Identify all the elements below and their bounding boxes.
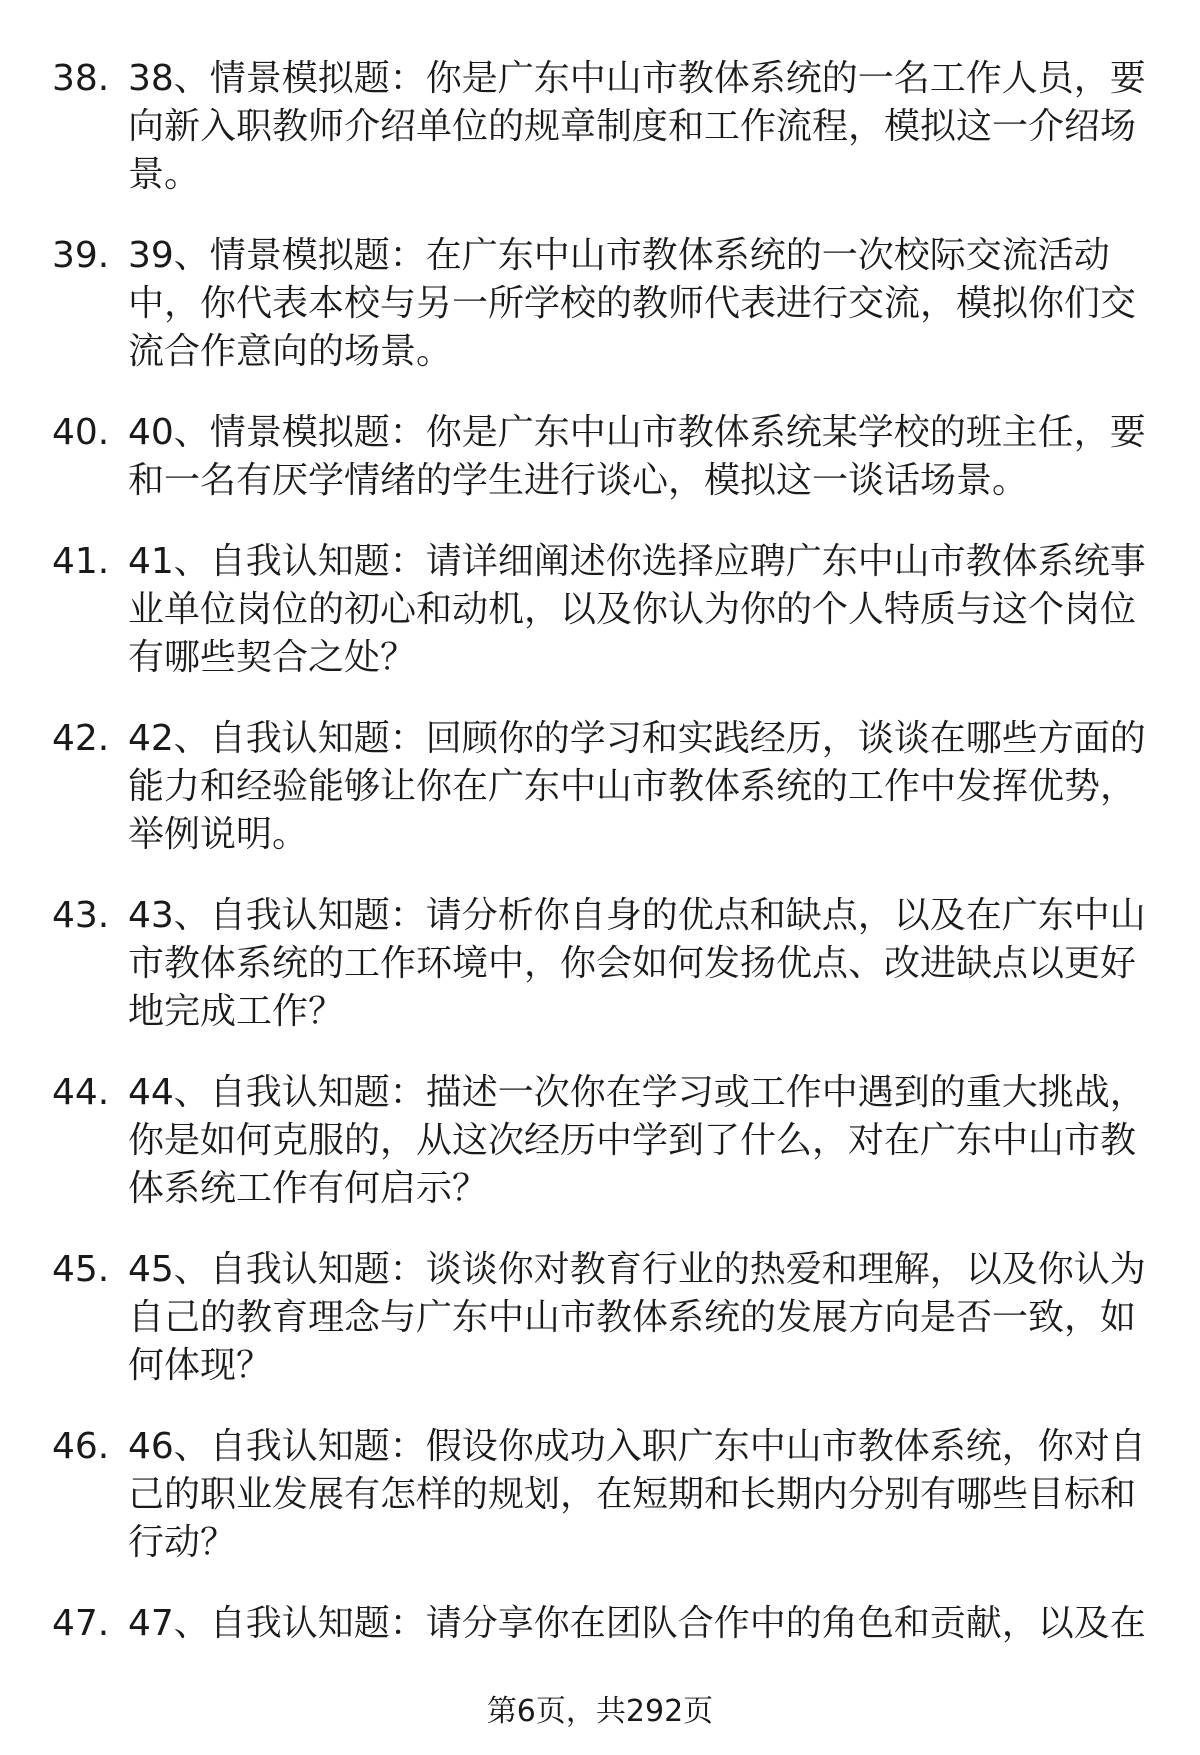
question-number: 38. xyxy=(52,58,110,99)
question-number: 44. xyxy=(52,1072,110,1113)
question-text: 45、自我认知题：谈谈你对教育行业的热爱和理解，以及你认为自己的教育理念与广东中山市教体系统的发展方向是否一致，如何体现？ xyxy=(128,1249,1146,1386)
list-item xyxy=(0,715,1200,859)
question-list xyxy=(0,55,1200,1681)
question-number: 41. xyxy=(52,541,110,582)
question-number: 39. xyxy=(52,235,110,276)
question-text: 38、情景模拟题：你是广东中山市教体系统的一名工作人员，要向新入职教师介绍单位的规章制度和工作流程，模拟这一介绍场景。 xyxy=(128,58,1146,195)
question-number: 47. xyxy=(52,1603,110,1644)
list-item xyxy=(0,892,1200,1036)
question-text: 43、自我认知题：请分析你自身的优点和缺点，以及在广东中山市教体系统的工作环境中，你会如何发扬优点、改进缺点以更好地完成工作？ xyxy=(128,895,1146,1032)
list-item xyxy=(0,538,1200,682)
question-number: 45. xyxy=(52,1249,110,1290)
page-footer: 第6页，共292页 xyxy=(486,1694,714,1729)
question-number: 40. xyxy=(52,412,110,453)
list-item xyxy=(0,1069,1200,1213)
list-item xyxy=(0,55,1200,199)
question-text: 39、情景模拟题：在广东中山市教体系统的一次校际交流活动中，你代表本校与另一所学校的教师代表进行交流，模拟你们交流合作意向的场景。 xyxy=(128,235,1137,372)
question-text: 46、自我认知题：假设你成功入职广东中山市教体系统，你对自己的职业发展有怎样的规划，在短期和长期内分别有哪些目标和行动？ xyxy=(128,1426,1146,1563)
question-text: 41、自我认知题：请详细阐述你选择应聘广东中山市教体系统事业单位岗位的初心和动机，以及你认为你的个人特质与这个岗位有哪些契合之处？ xyxy=(128,541,1146,678)
list-item xyxy=(0,1246,1200,1390)
question-number: 46. xyxy=(52,1426,110,1467)
question-text: 44、自我认知题：描述一次你在学习或工作中遇到的重大挑战，你是如何克服的，从这次经历中学到了什么，对在广东中山市教体系统工作有何启示？ xyxy=(128,1072,1146,1209)
list-item xyxy=(0,232,1200,376)
list-item xyxy=(0,409,1200,505)
question-text: 40、情景模拟题：你是广东中山市教体系统某学校的班主任，要和一名有厌学情绪的学生进行谈心，模拟这一谈话场景。 xyxy=(128,412,1146,501)
list-item xyxy=(0,1423,1200,1567)
question-text: 47、自我认知题：请分享你在团队合作中的角色和贡献，以及在 xyxy=(128,1603,1146,1644)
question-number: 42. xyxy=(52,718,110,759)
question-text: 42、自我认知题：回顾你的学习和实践经历，谈谈在哪些方面的能力和经验能够让你在广东中山市教体系统的工作中发挥优势，举例说明。 xyxy=(128,718,1146,855)
question-number: 43. xyxy=(52,895,110,936)
list-item xyxy=(0,1600,1200,1648)
